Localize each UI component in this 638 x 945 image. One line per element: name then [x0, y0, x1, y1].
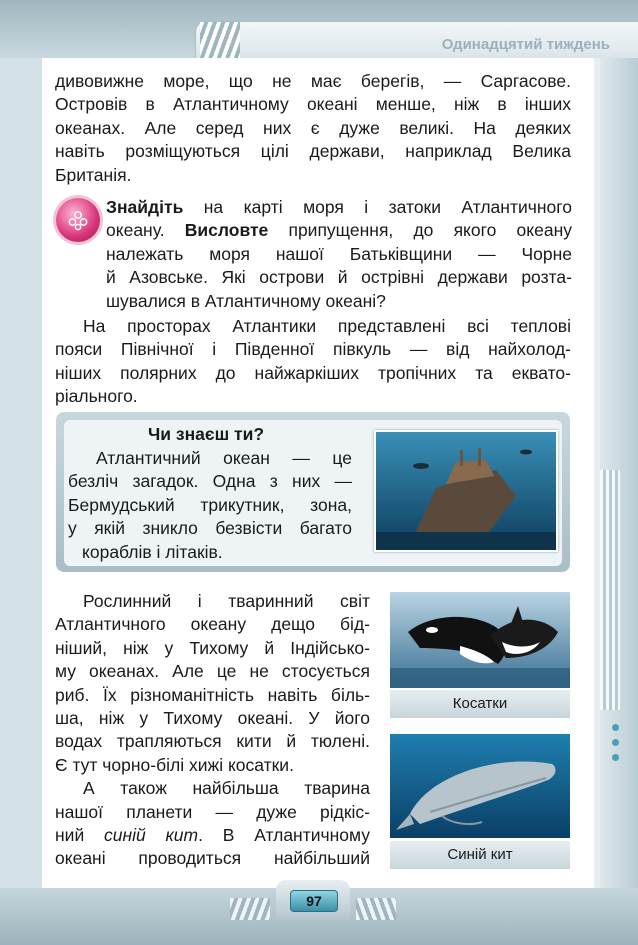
dot [612, 754, 619, 761]
paragraph-3 [55, 590, 370, 871]
text-line: у якій зникло безвісти багато [68, 518, 352, 539]
text-fragment: ний [55, 825, 104, 846]
text-line: океанах. Але серед них є дуже великі. На деяких [55, 117, 571, 138]
text-line: Островів в Атлантичному океані менше, ніж в інших [55, 94, 571, 115]
text-fragment: припущення, до якого океану [268, 220, 572, 241]
keyword-find: Знайдіть [106, 197, 184, 217]
text-line: Бермудський трикутник, зона, [68, 494, 352, 515]
text-line [106, 219, 572, 242]
text-line: пояси Північної і Південної півкуль — від найхолод- [55, 339, 571, 360]
text-fragment: на карті моря і затоки Атлантичного [183, 197, 572, 217]
text-line: водах трапляються кити й тюлені. [55, 731, 370, 752]
text-line: ріального. [55, 386, 138, 407]
text-line: безліч загадок. Одна з них — [68, 471, 352, 492]
text-line: Британія. [55, 164, 132, 185]
text-line: дивовижне море, що не має берегів, — Саргасове. [55, 71, 571, 91]
text-line [106, 196, 572, 219]
orca-caption: Косатки [390, 690, 570, 718]
text-line: ніший, ніж у Тихому й Індійсько- [55, 637, 370, 658]
text-line: шувалися в Атлантичному океані? [106, 290, 386, 311]
header-stripes [200, 22, 240, 58]
keyword-express: Висловте [184, 220, 269, 241]
side-dots [612, 724, 619, 769]
text-line: Є тут чорно-білі хижі косатки. [55, 754, 294, 775]
text-line: Атлантичний океан — це [96, 448, 352, 468]
shipwreck-photo [374, 430, 558, 552]
text-line: океані проводиться найбільший [55, 848, 370, 869]
blue-whale-caption: Синій кит [390, 841, 570, 869]
text-line: нашої планети — дуже рідкіс- [55, 801, 370, 822]
task-icon [56, 198, 100, 242]
right-stripes [600, 470, 620, 710]
text-line: риб. Їх різноманітність навіть біль- [55, 684, 370, 705]
text-line: Атлантичного океану дещо бід- [55, 614, 370, 635]
text-line: На просторах Атлантики представлені всі теплові [83, 316, 571, 336]
text-line: Рослинний і тваринний світ [83, 591, 370, 611]
italic-term: синій кит [104, 825, 199, 846]
dot [612, 739, 619, 746]
orca-photo [390, 592, 570, 688]
text-line: му океанах. Але це не стосується [55, 661, 370, 682]
paragraph-2 [55, 315, 571, 409]
text-line: А також найбільша тварина [83, 778, 370, 799]
bottom-stripes-right [356, 898, 396, 920]
text-line [55, 824, 370, 847]
bottom-stripes-left [230, 898, 270, 920]
text-line: належать моря нашої Батьківщини — Чорне [106, 243, 572, 264]
task-text [106, 196, 572, 313]
dot [612, 724, 619, 731]
did-you-know-text [68, 447, 352, 564]
text-line: ша, ніж у Тихому океані. У його [55, 708, 370, 729]
page-number: 97 [290, 890, 338, 912]
text-line: й Азовське. Які острови й острівні держави розта- [106, 267, 572, 288]
blue-whale-photo [390, 734, 570, 838]
text-fragment: океану. [106, 220, 185, 241]
text-fragment: . В Атлантичному [198, 825, 370, 846]
text-line: ніших полярних до найжаркіших тропічних та еквато- [55, 362, 571, 383]
week-label: Одинадцятий тиждень [441, 36, 610, 53]
did-you-know-title: Чи знаєш ти? [148, 424, 265, 444]
text-line: навіть розміщуються цілі держави, наприклад Велика [55, 141, 571, 162]
text-line: кораблів і літаків. [82, 541, 223, 562]
paragraph-1 [55, 70, 571, 187]
